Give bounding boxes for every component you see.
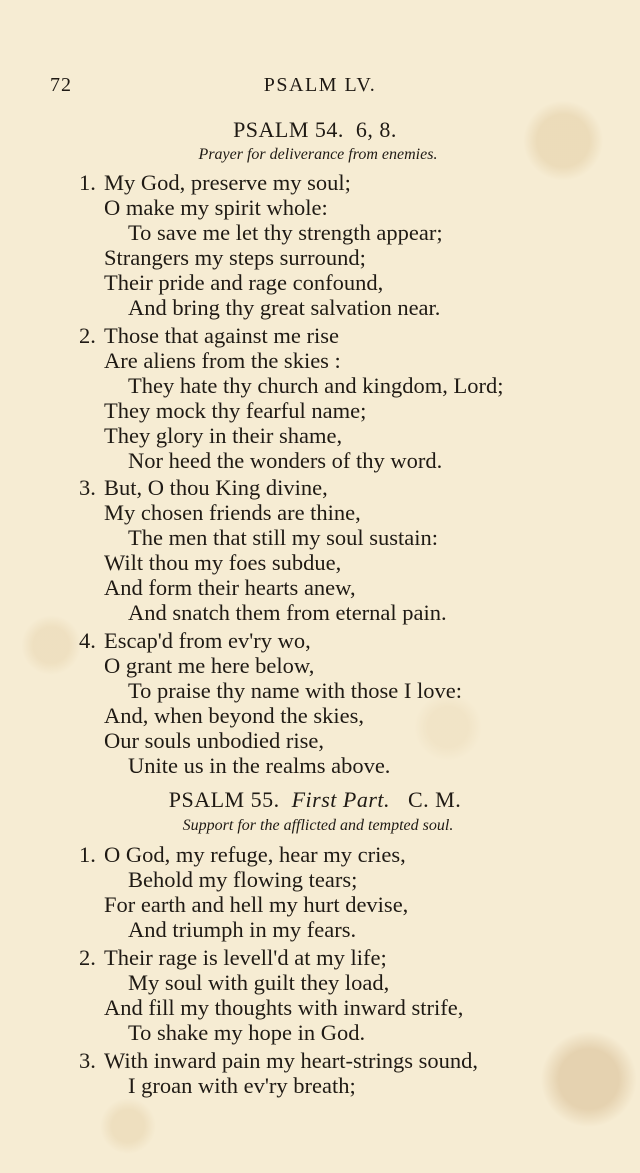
verse-line: My soul with guilt they load, [128,970,390,995]
verse-line: Escap'd from ev'ry wo, [104,628,311,653]
verse-line: Their rage is levell'd at my life; [104,945,387,970]
verse-line: Are aliens from the skies : [104,348,341,373]
verse-line: And fill my thoughts with inward strife, [104,995,464,1020]
hymn-title [0,787,630,813]
part-label: First Part. [291,787,390,812]
meter: 6, 8. [355,117,397,142]
verse-line: Their pride and rage confound, [104,270,384,295]
verse-line: O grant me here below, [104,653,315,678]
verse-line: O make my spirit whole: [104,195,328,220]
verse-line: The men that still my soul sustain: [128,525,438,550]
verse-line: Behold my flowing tears; [128,867,358,892]
stanza-number: 2. [79,945,96,970]
page-number: 72 [50,74,72,96]
verse-line: For earth and hell my hurt devise, [104,892,409,917]
verse-line: But, O thou King divine, [104,475,328,500]
verse-line: To shake my hope in God. [128,1020,366,1045]
meter: C. M. [408,787,462,812]
verse-line: My God, preserve my soul; [104,170,351,195]
stanza-number: 2. [79,323,96,348]
verse-line: Wilt thou my foes subdue, [104,550,342,575]
verse-line: They hate thy church and kingdom, Lord; [128,373,504,398]
verse-line: They glory in their shame, [104,423,343,448]
verse-line: Our souls unbodied rise, [104,728,324,753]
page-header [0,74,640,102]
stanza-number: 3. [79,475,96,500]
hymn-subtitle: Support for the afflicted and tempted soul. [182,817,454,834]
running-head: PSALM LV. [263,74,377,96]
verse-line: With inward pain my heart-strings sound, [104,1048,479,1073]
hymn-title [0,117,630,143]
verse-line: To save me let thy strength appear; [128,220,443,245]
stanza-number: 1. [79,842,96,867]
psalm-number: PSALM 55. [168,787,280,812]
verse-line: And snatch them from eternal pain. [128,600,447,625]
stanza-number: 4. [79,628,96,653]
hymn-subtitle: Prayer for deliverance from enemies. [198,146,438,163]
verse-line: They mock thy fearful name; [104,398,367,423]
stanza-number: 3. [79,1048,96,1073]
verse-line: Unite us in the realms above. [128,753,391,778]
verse-line: O God, my refuge, hear my cries, [104,842,406,867]
verse-line: And bring thy great salvation near. [128,295,441,320]
stanza-number: 1. [79,170,96,195]
verse-line: To praise thy name with those I love: [128,678,462,703]
verse-line: My chosen friends are thine, [104,500,361,525]
psalm-number: PSALM 54. [233,117,344,142]
verse-line: I groan with ev'ry breath; [128,1073,356,1098]
verse-line: Strangers my steps surround; [104,245,366,270]
verse-line: And form their hearts anew, [104,575,356,600]
verse-line: Those that against me rise [104,323,339,348]
verse-line: And, when beyond the skies, [104,703,364,728]
verse-line: Nor heed the wonders of thy word. [128,448,443,473]
verse-line: And triumph in my fears. [128,917,357,942]
